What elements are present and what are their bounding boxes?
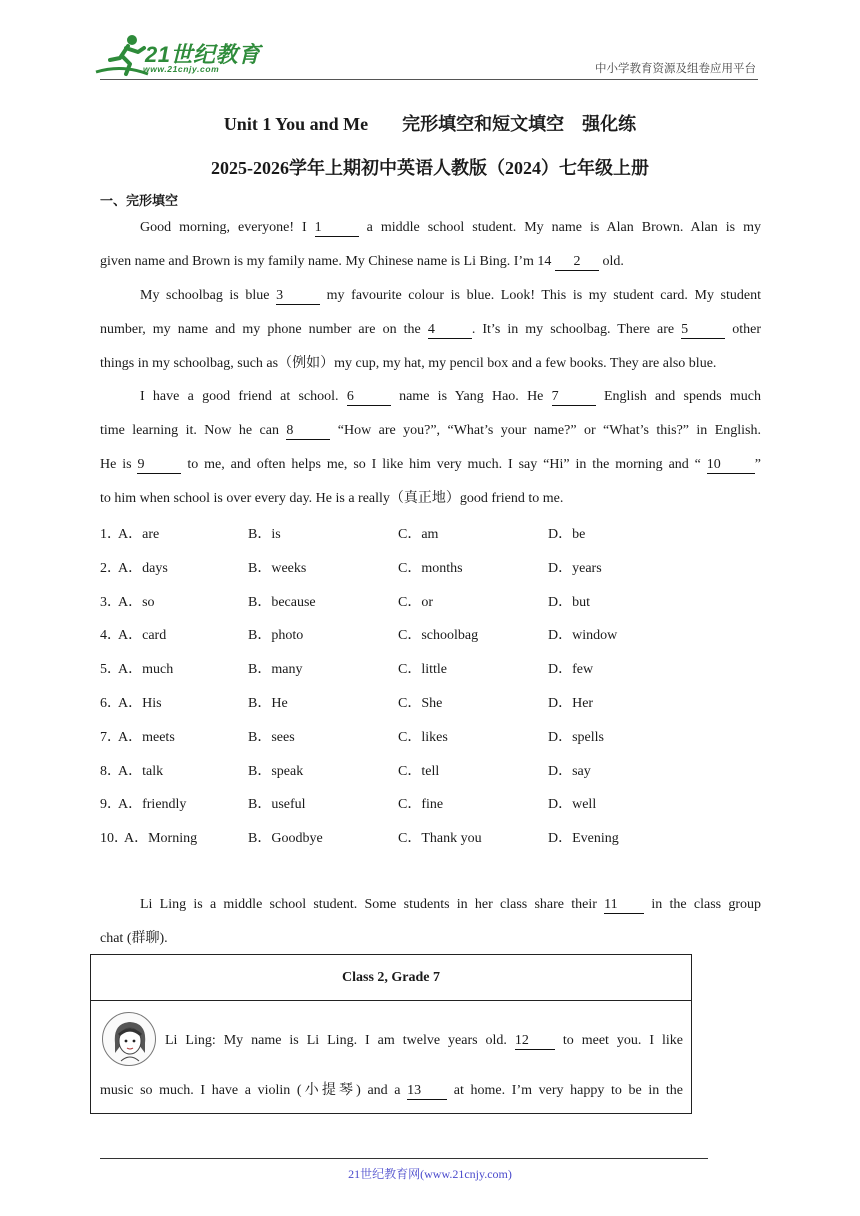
- table-row-text: music so much. I have a violin (小提琴) and a 13 at home. I’m very happy to be in the: [100, 1083, 684, 1098]
- avatar-icon: [102, 1012, 156, 1066]
- answer-option[interactable]: C．or: [398, 594, 433, 610]
- answer-option[interactable]: D．Evening: [548, 831, 619, 847]
- answer-option[interactable]: A．His: [118, 696, 162, 711]
- answer-option[interactable]: A．so: [118, 594, 155, 610]
- logo-text: 21世纪教育: [145, 42, 261, 67]
- question-number: 3．: [100, 594, 121, 610]
- answer-blank[interactable]: 12: [515, 1032, 555, 1050]
- answer-option[interactable]: B．weeks: [248, 560, 307, 576]
- question-number: 1．: [100, 527, 121, 542]
- table-divider: [90, 1000, 692, 1001]
- passage-line: things in my schoolbag, such as（例如）my cup, my hat, my pencil box and a few books. They are also blue.: [100, 356, 717, 371]
- answer-blank[interactable]: 9: [137, 456, 181, 474]
- answer-option[interactable]: B．useful: [248, 797, 306, 813]
- answer-option[interactable]: C．likes: [398, 729, 448, 745]
- answer-option[interactable]: A．are: [118, 527, 160, 542]
- practice-kind: 强化练: [582, 114, 637, 134]
- answer-option[interactable]: B．He: [248, 696, 288, 711]
- answer-option[interactable]: C．She: [398, 696, 443, 711]
- answer-blank[interactable]: 11: [604, 896, 644, 914]
- section-heading: 一、完形填空: [100, 194, 179, 209]
- question-number: 5．: [100, 662, 121, 678]
- answer-blank[interactable]: 5: [681, 321, 725, 339]
- answer-option[interactable]: D．years: [548, 560, 602, 576]
- passage-line: to him when school is over every day. He is a really（真正地）good friend to me.: [100, 491, 564, 506]
- answer-option[interactable]: C．months: [398, 560, 463, 576]
- answer-option[interactable]: B．sees: [248, 729, 295, 745]
- logo-url: www.21cnjy.com: [143, 64, 220, 74]
- passage-line: given name and Brown is my family name. My Chinese name is Li Bing. I’m 14 2 old.: [100, 254, 624, 269]
- table-row-text: Li Ling: My name is Li Ling. I am twelve years old. 12 to meet you. I like: [165, 1033, 683, 1048]
- answer-option[interactable]: C．fine: [398, 797, 444, 813]
- answer-option[interactable]: C．am: [398, 527, 439, 542]
- answer-blank[interactable]: 8: [286, 422, 330, 440]
- answer-option[interactable]: D．say: [548, 763, 591, 779]
- answer-blank[interactable]: 3: [276, 287, 320, 305]
- question-number: 7．: [100, 729, 121, 745]
- answer-option[interactable]: D．well: [548, 797, 597, 813]
- footer-divider: [100, 1158, 708, 1159]
- answer-option[interactable]: A．friendly: [118, 797, 187, 813]
- answer-option[interactable]: C．little: [398, 662, 447, 678]
- passage-line: number, my name and my phone number are on the 4 . It’s in my schoolbag. There are 5 other: [100, 322, 761, 337]
- passage-line: Good morning, everyone! I 1 a middle school student. My name is Alan Brown. Alan is my: [140, 220, 761, 235]
- answer-option[interactable]: D．Her: [548, 696, 594, 711]
- answer-option[interactable]: D．window: [548, 628, 618, 644]
- passage-line: Li Ling is a middle school student. Some students in her class share their 11 in the class group: [140, 897, 761, 912]
- question-number: 10．: [100, 831, 128, 847]
- topic-title: 完形填空和短文填空: [402, 114, 565, 134]
- answer-blank[interactable]: 10: [707, 456, 755, 474]
- answer-option[interactable]: D．few: [548, 662, 594, 678]
- answer-blank[interactable]: 1: [315, 219, 359, 237]
- answer-blank[interactable]: 7: [552, 388, 596, 406]
- passage-line: He is 9 to me, and often helps me, so I like him very much. I say “Hi” in the morning and “ 10 ”: [100, 457, 761, 472]
- answer-blank[interactable]: 2: [555, 253, 599, 271]
- answer-option[interactable]: A．card: [118, 628, 167, 644]
- answer-option[interactable]: B．Goodbye: [248, 831, 323, 847]
- unit-title: Unit 1 You and Me: [223, 114, 369, 134]
- question-number: 8．: [100, 763, 121, 779]
- answer-option[interactable]: B．speak: [248, 763, 304, 779]
- passage-line: chat (群聊).: [100, 931, 168, 946]
- answer-option[interactable]: A．days: [118, 560, 168, 576]
- answer-blank[interactable]: 6: [347, 388, 391, 406]
- header-divider: [100, 79, 758, 80]
- answer-blank[interactable]: 13: [407, 1082, 447, 1100]
- answer-option[interactable]: C．schoolbag: [398, 628, 479, 644]
- question-number: 2．: [100, 560, 121, 576]
- answer-option[interactable]: C．tell: [398, 763, 440, 779]
- answer-option[interactable]: B．is: [248, 527, 281, 542]
- answer-option[interactable]: C．Thank you: [398, 831, 482, 847]
- table-header: Class 2, Grade 7: [342, 970, 440, 985]
- footer-text: 21世纪教育网(www.21cnjy.com): [348, 1167, 512, 1181]
- answer-option[interactable]: A．talk: [118, 763, 164, 779]
- answer-option[interactable]: B．photo: [248, 628, 304, 644]
- answer-option[interactable]: D．be: [548, 527, 586, 542]
- page-title: [0, 110, 860, 136]
- answer-option[interactable]: D．spells: [548, 729, 604, 745]
- answer-option[interactable]: A．Morning: [124, 831, 198, 847]
- platform-name: 中小学教育资源及组卷应用平台: [595, 61, 756, 75]
- passage-line: My schoolbag is blue 3 my favourite colour is blue. Look! This is my student card. My student: [140, 288, 761, 303]
- answer-option[interactable]: A．much: [118, 662, 174, 678]
- answer-option[interactable]: B．because: [248, 594, 316, 610]
- passage-line: time learning it. Now he can 8 “How are you?”, “What’s your name?” or “What’s this?” in English.: [100, 423, 761, 438]
- answer-option[interactable]: B．many: [248, 662, 303, 678]
- question-number: 9．: [100, 797, 121, 813]
- answer-option[interactable]: A．meets: [118, 729, 175, 745]
- page-subtitle: 2025-2026学年上期初中英语人教版（2024）七年级上册: [211, 158, 649, 178]
- question-number: 4．: [100, 628, 121, 644]
- answer-blank[interactable]: 4: [428, 321, 472, 339]
- question-number: 6．: [100, 696, 121, 711]
- passage-line: I have a good friend at school. 6 name is Yang Hao. He 7 English and spends much: [140, 389, 761, 404]
- answer-option[interactable]: D．but: [548, 594, 590, 610]
